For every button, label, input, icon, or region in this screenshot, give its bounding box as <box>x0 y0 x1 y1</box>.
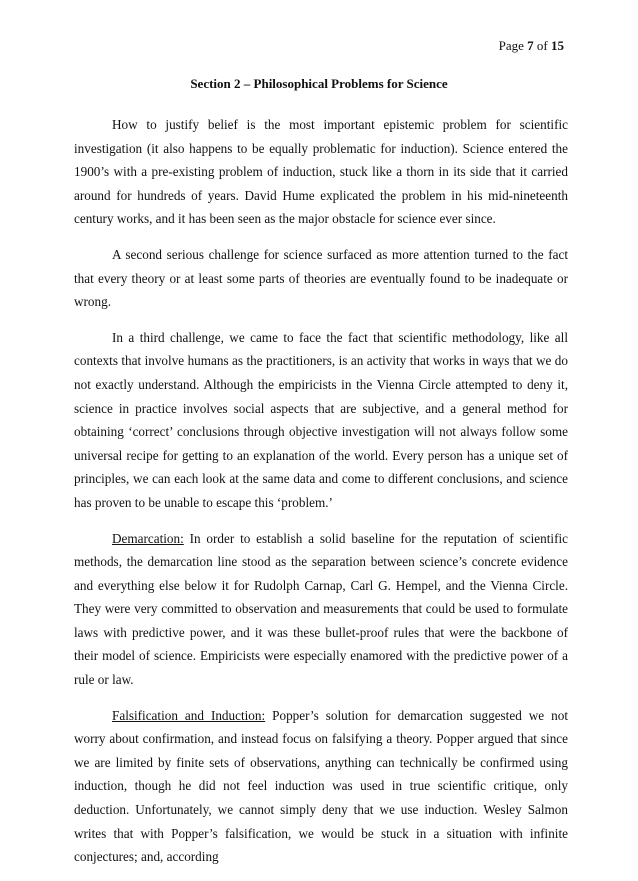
page-of: of <box>536 38 548 53</box>
paragraph-5 <box>74 704 568 869</box>
paragraph-text: In order to establish a solid baseline for the reputation of scientific methods, the demarcation line stood as the separation between science’s concrete evidence and everything else below it for Rudolph Carnap, Carl G. Hempel, and the Vienna Circle. They were very committed to observation and measurements that could be used to formulate laws with predictive power, and it was these bullet-proof rules that were the backbone of their model of science. Empiricists were especially enamored with the predictive power of a rule or law. <box>74 530 568 688</box>
paragraph-4 <box>74 527 568 692</box>
section-title: Section 2 – Philosophical Problems for Science <box>190 76 448 91</box>
paragraph-text: A second serious challenge for science surfaced as more attention turned to the fact that every theory or at least some parts of theories are eventually found to be inadequate or wrong. <box>74 246 568 310</box>
paragraph-text: In a third challenge, we came to face the fact that scientific methodology, like all contexts that involve humans as the practitioners, is an activity that works in ways that we do not exactly understand. Although the empiricists in the Vienna Circle attempted to deny it, science in practice involves social aspects that are subjective, and a general method for obtaining ‘correct’ conclusions through objective investigation will not always follow some universal recipe for getting to an explanation of the world. Every person has a unique set of principles, we can each look at the same data and come to different conclusions, and science has proven to be unable to escape this ‘problem.’ <box>74 329 568 510</box>
page-current: 7 <box>527 38 534 53</box>
paragraph-lead-demarcation: Demarcation: <box>112 530 184 546</box>
paragraph-text: Popper’s solution for demarcation suggested we not worry about confirmation, and instead focus on falsifying a theory. Popper argued that since we are limited by finite sets of observations, anything can technically be confirmed using induction, though he did not feel induction was used in true scientific critique, only deduction. Unfortunately, we cannot simply deny that we use induction. Wesley Salmon writes that with Popper’s falsification, we would be stuck in a situation with infinite conjectures; and, according <box>74 707 569 865</box>
paragraph-text: How to justify belief is the most important epistemic problem for scientific investigation (it also happens to be equally problematic for induction). Science entered the 1900’s with a pre-existing problem of induction, stuck like a thorn in its side that it carried around for hundreds of years. David Hume explicated the problem in his mid-nineteenth century works, and it has been seen as the major obstacle for science ever since. <box>74 117 568 227</box>
paragraph-lead-falsification: Falsification and Induction: <box>112 707 266 723</box>
paragraph-3 <box>74 326 568 515</box>
document-body <box>74 113 568 881</box>
page-number <box>499 38 564 54</box>
paragraph-2 <box>74 243 568 314</box>
page-prefix: Page <box>498 38 524 53</box>
paragraph-1 <box>74 113 568 231</box>
page-total: 15 <box>551 38 564 53</box>
